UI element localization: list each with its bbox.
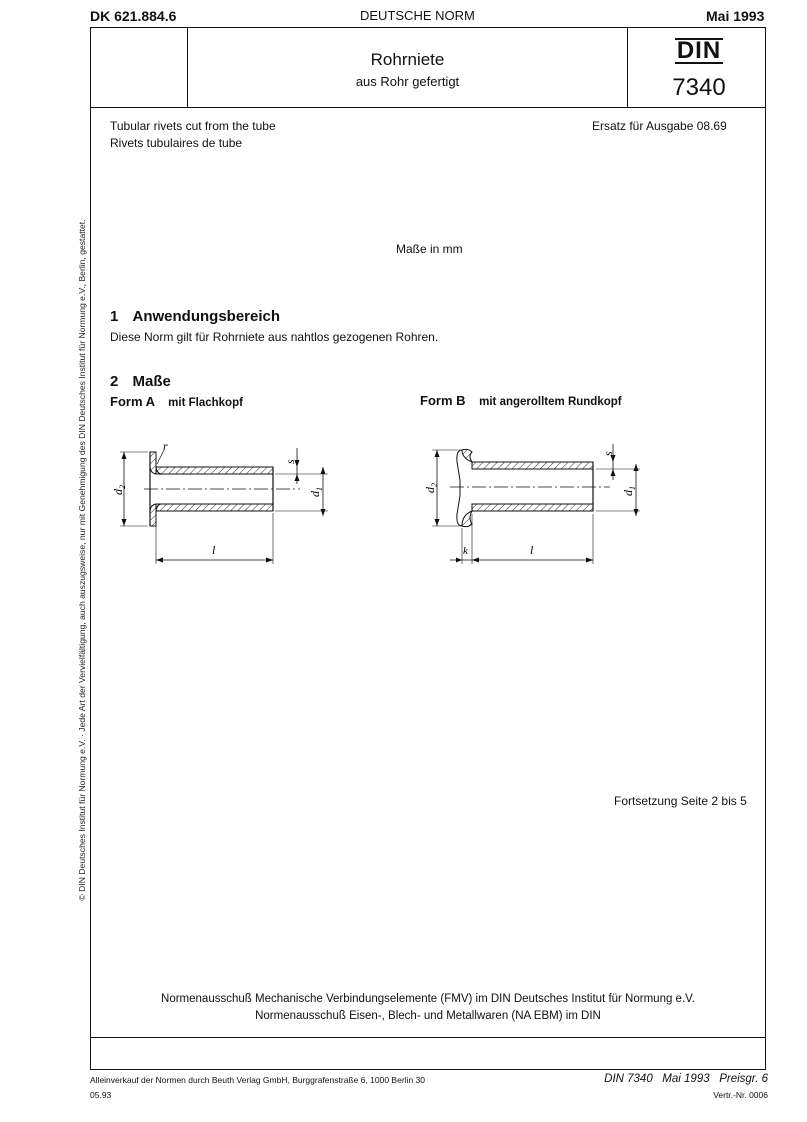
tube-wall-upper — [472, 462, 593, 469]
replacement-note: Ersatz für Ausgabe 08.69 — [592, 119, 727, 133]
continuation-note: Fortsetzung Seite 2 bis 5 — [614, 794, 747, 808]
label-s: s — [601, 451, 615, 456]
form-b-label: Form B — [420, 393, 466, 408]
section1-title: Anwendungsbereich — [132, 308, 281, 325]
title-divider — [90, 107, 766, 108]
tube-wall-lower — [156, 504, 273, 511]
din-logo — [632, 38, 766, 102]
figure-form-a — [100, 436, 340, 572]
label-l: l — [530, 543, 534, 557]
label-r: r — [163, 439, 168, 453]
footer-sales-note: Alleinverkauf der Normen durch Beuth Verlag GmbH, Burggrafenstraße 6, 1000 Berlin 30 — [90, 1075, 425, 1085]
header-date: Mai 1993 — [706, 8, 765, 24]
copyright-sidebar: © DIN Deutsches Institut für Normung e.V. · Jede Art der Vervielfältigung, auch auszugsweise, nur mit Genehmigung des DIN Deutsches Institut für Normung e.V., Berlin, gestattet. — [77, 219, 87, 901]
tube-wall-lower — [472, 504, 593, 511]
footer-din-reference: DIN 7340 Mai 1993 Preisgr. 6 — [604, 1073, 768, 1085]
dk-number: DK 621.884.6 — [90, 8, 177, 24]
section1-number: 1 — [110, 308, 119, 325]
section2-heading — [110, 373, 171, 390]
form-a-label: Form A — [110, 394, 155, 409]
label-s: s — [283, 459, 297, 464]
din-word: DIN — [676, 37, 722, 64]
section2-title: Maße — [132, 373, 171, 390]
footer-edition-code: 05.93 — [90, 1090, 112, 1100]
section1-text: Diese Norm gilt für Rohrniete aus nahtlos gezogenen Rohren. — [110, 330, 439, 344]
committee-line2: Normenausschuß Eisen-, Blech- und Metallwaren (NA EBM) im DIN — [255, 1010, 601, 1022]
round-head-upper — [462, 449, 472, 462]
label-k: k — [463, 545, 468, 557]
section2-number: 2 — [110, 373, 119, 390]
form-a-description: mit Flachkopf — [168, 397, 243, 409]
form-a-caption — [110, 394, 243, 409]
document-type: DEUTSCHE NORM — [360, 8, 475, 23]
title-english: Tubular rivets cut from the tube — [110, 119, 276, 133]
label-d2: $d_2$ — [423, 483, 439, 493]
label-d1: $d_1$ — [621, 486, 637, 496]
form-b-caption — [420, 393, 622, 408]
label-d2: $d_2$ — [111, 485, 127, 495]
page-subtitle: aus Rohr gefertigt — [355, 74, 460, 89]
committee-line1: Normenausschuß Mechanische Verbindungselemente (FMV) im DIN Deutsches Institut für Normung e.V. — [161, 993, 695, 1005]
label-d1: $d_1$ — [308, 487, 324, 497]
page-title: Rohrniete — [370, 50, 445, 69]
units-note: Maße in mm — [396, 242, 463, 256]
footer-divider — [90, 1037, 766, 1038]
section1-heading — [110, 308, 280, 325]
title-cell-divider-right — [627, 27, 628, 108]
figure-form-b — [410, 436, 650, 572]
title-french: Rivets tubulaires de tube — [110, 136, 243, 150]
din-number: 7340 — [672, 74, 726, 101]
footer-distribution-number: Vertr.-Nr. 0006 — [713, 1090, 768, 1100]
form-b-description: mit angerolltem Rundkopf — [479, 396, 622, 408]
round-head-lower — [462, 511, 472, 527]
tube-wall-upper — [156, 467, 273, 474]
label-l: l — [212, 543, 216, 557]
